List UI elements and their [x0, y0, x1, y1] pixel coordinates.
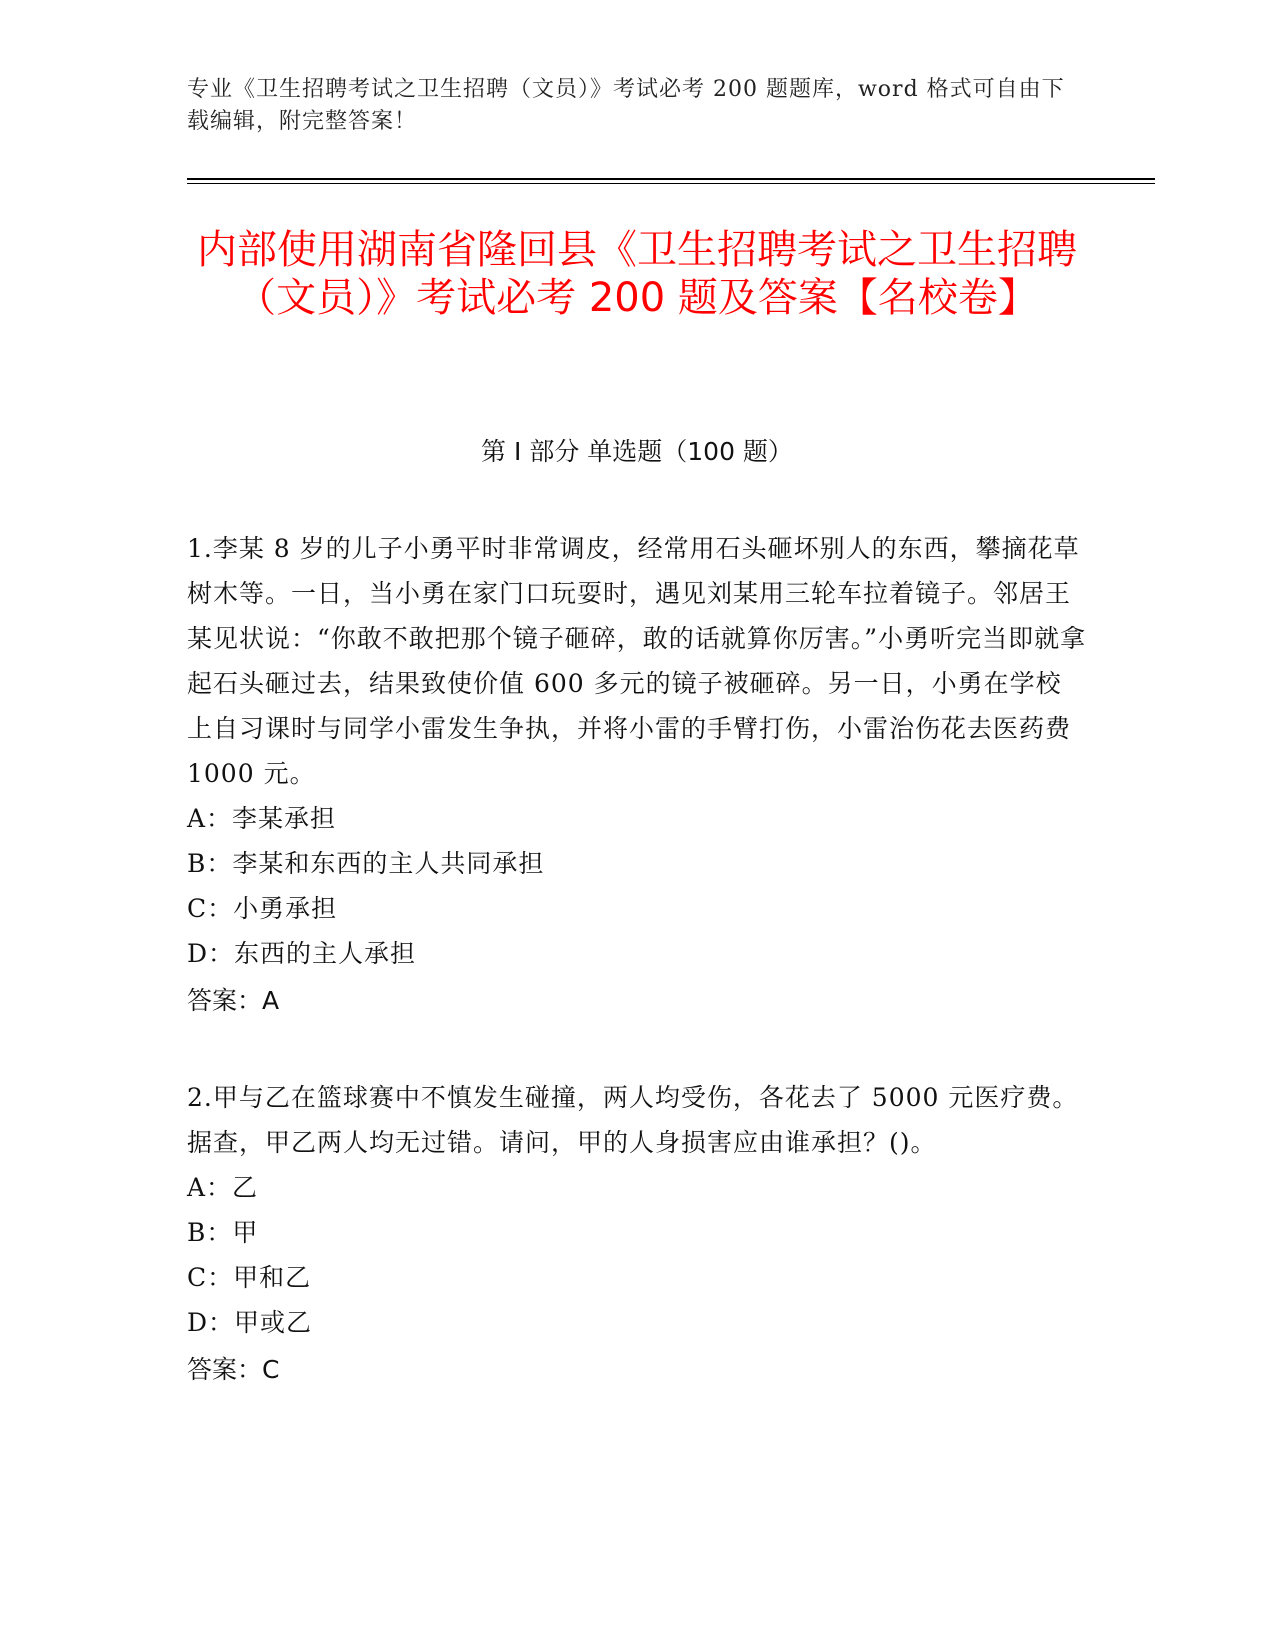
question-2 — [187, 1075, 1087, 1392]
question-stem: 2.甲与乙在篮球赛中不慎发生碰撞，两人均受伤，各花去了 5000 元医疗费。据查，甲乙两人均无过错。请问，甲的人身损害应由谁承担？()。 — [187, 1083, 1079, 1157]
header-divider-thin — [187, 183, 1155, 184]
question-stem: 1.李某 8 岁的儿子小勇平时非常调皮，经常用石头砸坏别人的东西，攀摘花草树木等。一日，当小勇在家门口玩耍时，遇见刘某用三轮车拉着镜子。邻居王某见状说：“你敢不敢把那个镜子砸碎，敢的话就算你厉害。”小勇听完当即就拿起石头砸过去，结果致使价值 600 多元的镜子被砸碎。另一日，小勇在学校上自习课时与同学小雷发生争执，并将小雷的手臂打伤，小雷治伤花去医药费 1000 元。 — [187, 534, 1087, 788]
option-a: A：乙 — [187, 1173, 259, 1202]
option-b: B：甲 — [187, 1218, 259, 1247]
question-1 — [187, 526, 1087, 1023]
answer-label: 答案：A — [187, 986, 280, 1015]
option-a: A：李某承担 — [187, 804, 337, 833]
answer-label: 答案：C — [187, 1355, 280, 1384]
option-b: B：李某和东西的主人共同承担 — [187, 849, 545, 878]
option-c: C：小勇承担 — [187, 894, 338, 923]
header-note: 专业《卫生招聘考试之卫生招聘（文员）》考试必考 200 题题库，word 格式可自由下载编辑，附完整答案！ — [187, 77, 1065, 134]
document-title: 内部使用湖南省隆回县《卫生招聘考试之卫生招聘（文员）》考试必考 200 题及答案【名校卷】 — [197, 227, 1077, 321]
option-c: C：甲和乙 — [187, 1263, 312, 1292]
option-d: D：东西的主人承担 — [187, 939, 417, 968]
section-title: 第 I 部分 单选题（100 题） — [481, 437, 793, 466]
header-divider-thick — [187, 178, 1155, 180]
option-d: D：甲或乙 — [187, 1308, 313, 1337]
